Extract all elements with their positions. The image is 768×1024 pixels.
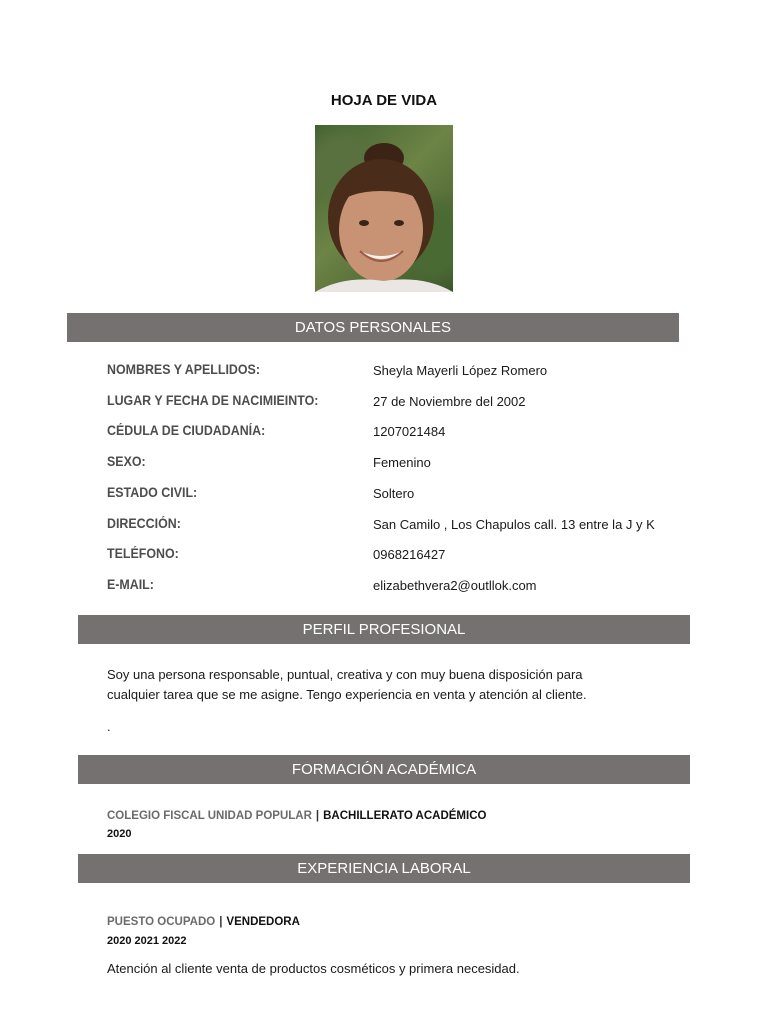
label-address: DIRECCIÓN: [107,516,181,531]
education-institution: COLEGIO FISCAL UNIDAD POPULAR [107,810,312,822]
education-separator: | [315,810,320,822]
value-address: San Camilo , Los Chapulos call. 13 entre la J y K [373,517,655,532]
value-id-card: 1207021484 [373,424,446,439]
value-civil-status: Soltero [373,486,415,501]
label-civil-status: ESTADO CIVIL: [107,485,198,500]
section-header-education: FORMACIÓN ACADÉMICA [78,755,690,784]
experience-position: VENDEDORA [226,916,300,928]
education-degree: BACHILLERATO ACADÉMICO [323,810,487,822]
education-year: 2020 [107,828,132,840]
experience-position-label: PUESTO OCUPADO [107,916,216,928]
page-title: HOJA DE VIDA [330,92,438,109]
education-entry [107,810,486,822]
profile-line-2: cualquier tarea que se me asigne. Tengo experiencia en venta y atención al cliente. [107,687,587,702]
section-header-personal: DATOS PERSONALES [67,313,679,342]
label-email: E-MAIL: [107,577,154,592]
value-phone: 0968216427 [373,547,446,562]
experience-description: Atención al cliente venta de productos cosméticos y primera necesidad. [107,961,520,976]
experience-entry [107,916,300,928]
value-name: Sheyla Mayerli López Romero [373,363,548,378]
value-birth: 27 de Noviembre del 2002 [373,394,526,409]
section-header-experience: EXPERIENCIA LABORAL [78,854,690,883]
experience-years: 2020 2021 2022 [107,935,187,947]
label-name: NOMBRES Y APELLIDOS: [107,362,260,377]
profile-line-1: Soy una persona responsable, puntual, creativa y con muy buena disposición para [107,667,583,682]
portrait-illustration [315,125,453,292]
value-email[interactable]: elizabethvera2@outllok.com [373,578,537,593]
experience-separator: | [219,916,223,928]
profile-photo [315,125,453,292]
label-id-card: CÉDULA DE CIUDADANÍA: [107,423,266,438]
label-birth: LUGAR Y FECHA DE NACIMIEINTO: [107,393,319,408]
profile-dot: . [107,719,111,734]
label-sex: SEXO: [107,454,146,469]
value-sex: Femenino [373,455,431,470]
section-header-profile: PERFIL PROFESIONAL [78,615,690,644]
label-phone: TELÉFONO: [107,546,179,561]
